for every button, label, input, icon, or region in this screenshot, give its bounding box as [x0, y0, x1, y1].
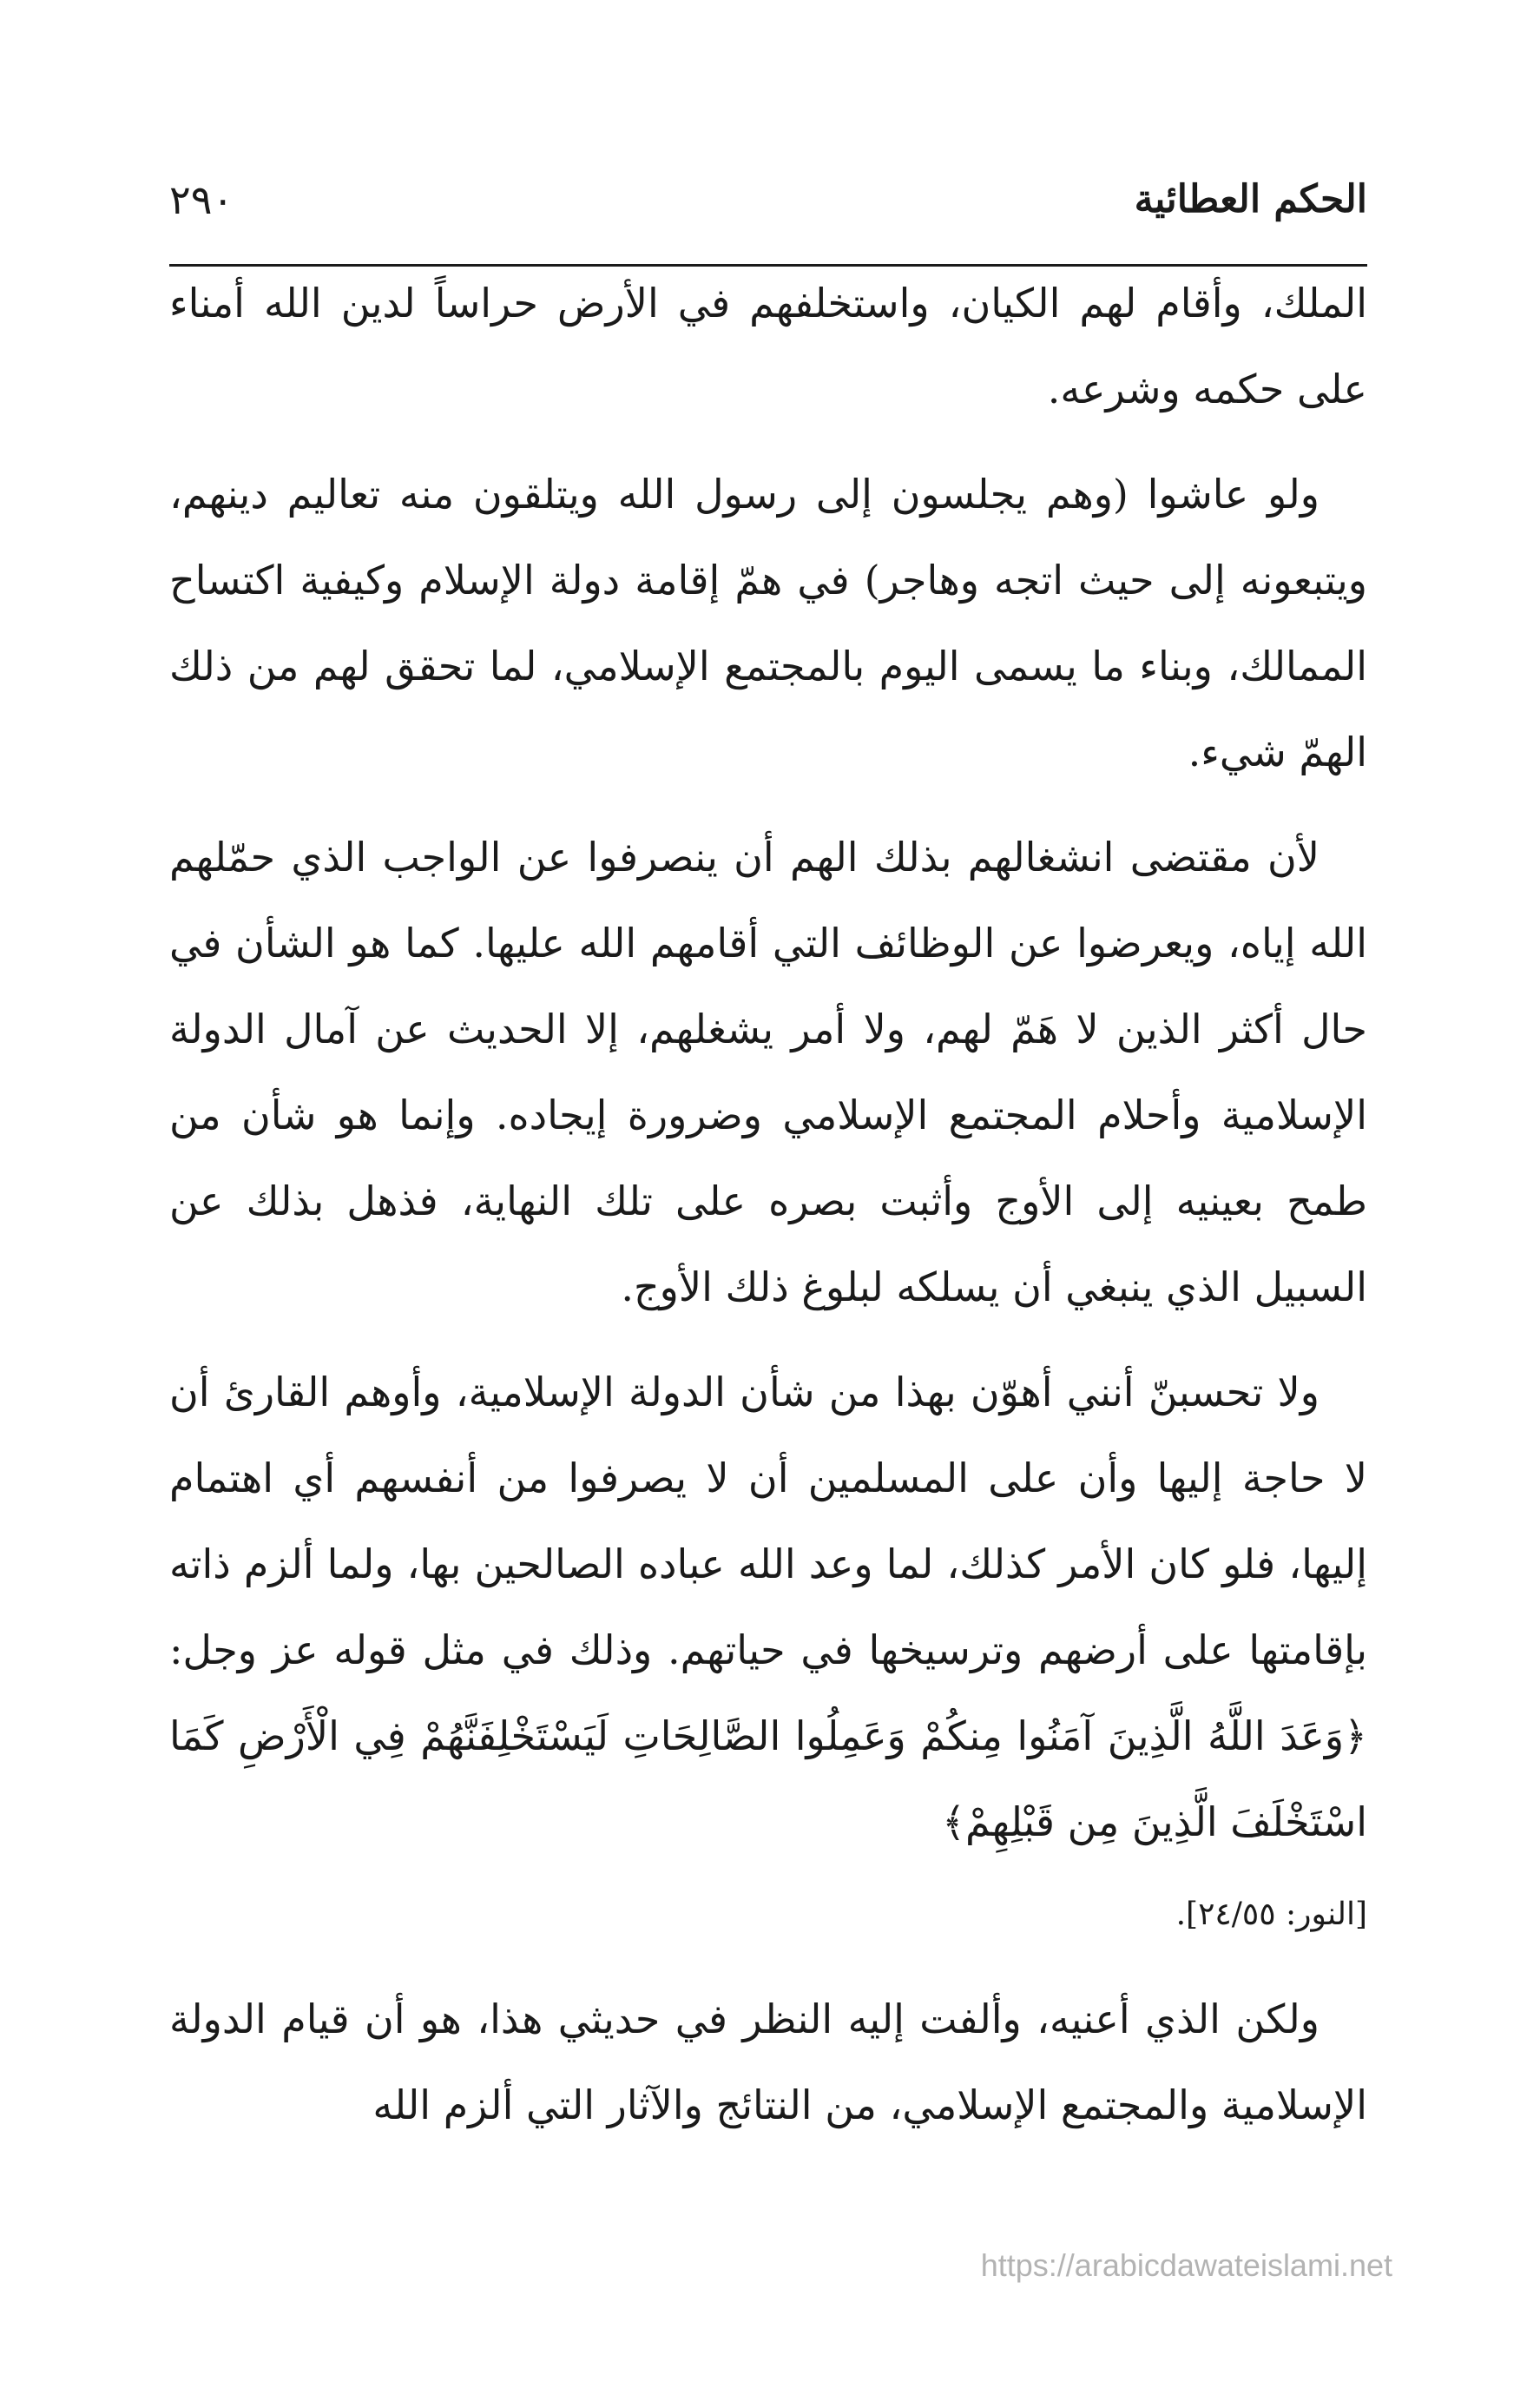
- page-number: ٢٩٠: [169, 176, 234, 223]
- paragraph-2: ولو عاشوا (وهم يجلسون إلى رسول الله ويتلقون منه تعاليم دينهم، ويتبعونه إلى حيث اتجه وهاجر) في همّ إقامة دولة الإسلام وكيفية اكتساح الممالك، وبناء ما يسمى اليوم بالمجتمع الإسلامي، لما تحقق لهم من ذلك الهمّ شيء.: [169, 471, 1367, 775]
- paragraph-4: ولا تحسبنّ أنني أهوّن بهذا من شأن الدولة الإسلامية، وأوهم القارئ أن لا حاجة إليها وأن على المسلمين أن لا يصرفوا من أنفسهم أي اهتمام إليها، فلو كان الأمر كذلك، لما وعد الله عباده الصالحين بها، ولما ألزم ذاته بإقامتها على أرضهم وترسيخها في حياتهم. وذلك في مثل قوله عز وجل: ﴿وَعَدَ اللَّهُ الَّذِينَ آمَنُوا مِنكُمْ وَعَمِلُوا الصَّالِحَاتِ لَيَسْتَخْلِفَنَّهُمْ فِي الْأَرْضِ كَمَا اسْتَخْلَفَ الَّذِينَ مِن قَبْلِهِمْ﴾: [169, 1369, 1367, 1845]
- website-watermark: https://arabicdawateislami.net: [980, 2247, 1392, 2283]
- paragraph-5: ولكن الذي أعنيه، وألفت إليه النظر في حديثي هذا، هو أن قيام الدولة الإسلامية والمجتمع الإسلامي، من النتائج والآثار التي ألزم الله: [169, 1996, 1367, 2128]
- paragraph-1: الملك، وأقام لهم الكيان، واستخلفهم في الأرض حراساً لدين الله أمناء على حكمه وشرعه.: [169, 280, 1367, 412]
- running-title: الحكم العطائية: [1134, 177, 1367, 221]
- book-page: [169, 130, 1367, 2301]
- paragraph-3: لأن مقتضى انشغالهم بذلك الهم أن ينصرفوا عن الواجب الذي حمّلهم الله إياه، ويعرضوا عن الوظائف التي أقامهم الله عليها. كما هو الشأن في حال أكثر الذين لا هَمّ لهم، ولا أمر يشغلهم، إلا الحديث عن آمال الدولة الإسلامية وأحلام المجتمع الإسلامي وضرورة إيجاده. وإنما هو شأن من طمح بعينيه إلى الأوج وأثبت بصره على تلك النهاية، فذهل بذلك عن السبيل الذي ينبغي أن يسلكه لبلوغ ذلك الأوج.: [169, 834, 1367, 1310]
- page-body: [169, 261, 1367, 2167]
- quran-citation: [النور: ٢٤/٥٥].: [1175, 1897, 1367, 1932]
- page-header: [169, 165, 1367, 234]
